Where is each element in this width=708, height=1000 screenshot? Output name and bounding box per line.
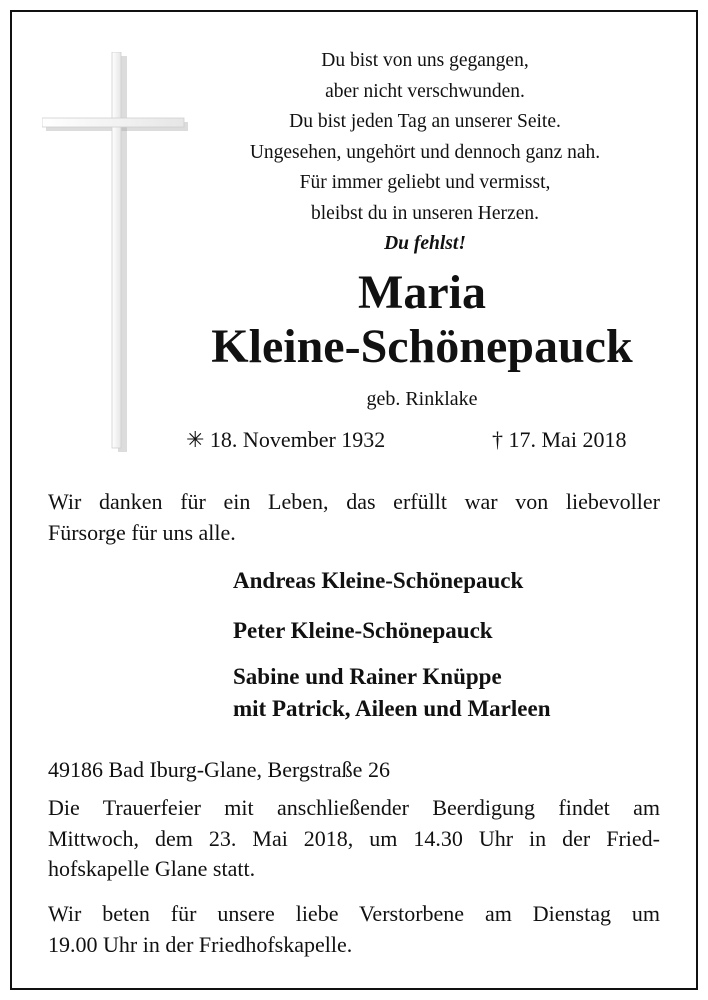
poem-line: aber nicht verschwunden. [325, 80, 525, 102]
deceased-last-name: Kleine-Schönepauck [211, 320, 633, 373]
poem-line: Du bist jeden Tag an unserer Seite. [289, 111, 561, 132]
thanks-line: Fürsorge für uns alle. [48, 519, 236, 545]
mourner-name: mit Patrick, Aileen und Marleen [233, 695, 551, 721]
mourner-group [233, 661, 693, 724]
thanks-text [48, 487, 660, 548]
mourner-name: Peter Kleine-Schönepauck [233, 618, 493, 643]
service-line: Mittwoch, dem 23. Mai 2018, um 14.30 Uhr in der Fried- [48, 825, 660, 851]
prayer-line: 19.00 Uhr in der Friedhofskapelle. [48, 931, 353, 957]
funeral-service-text [48, 793, 660, 885]
mourner-name: Sabine und Rainer Knüppe [233, 664, 502, 689]
thanks-line: Wir danken für ein Leben, das erfüllt war von liebevoller [48, 489, 660, 514]
service-line: hofskapelle Glane statt. [48, 856, 256, 881]
mourner-name: Andreas Kleine-Schönepauck [233, 568, 524, 593]
poem [190, 46, 660, 260]
prayer-line: Wir beten für unsere liebe Verstorbene am Dienstag um [48, 901, 660, 926]
poem-line: Du bist von uns gegangen, [321, 50, 529, 71]
poem-closing: Du fehlst! [384, 233, 466, 254]
maiden-name: geb. Rinklake [366, 388, 478, 410]
birth-date: ✳ 18. November 1932 [186, 427, 386, 452]
death-date: † 17. Mai 2018 [492, 427, 627, 452]
prayer-text [48, 899, 660, 960]
poem-line: bleibst du in unseren Herzen. [311, 202, 539, 224]
family-address: 49186 Bad Iburg-Glane, Bergstraße 26 [48, 757, 390, 782]
deceased-name [150, 266, 694, 374]
poem-line: Für immer geliebt und vermisst, [299, 172, 551, 193]
deceased-first-name: Maria [358, 266, 486, 319]
service-line: Die Trauerfeier mit anschließender Beerdigung findet am [48, 795, 660, 820]
poem-line: Ungesehen, ungehört und dennoch ganz nah. [249, 141, 601, 163]
